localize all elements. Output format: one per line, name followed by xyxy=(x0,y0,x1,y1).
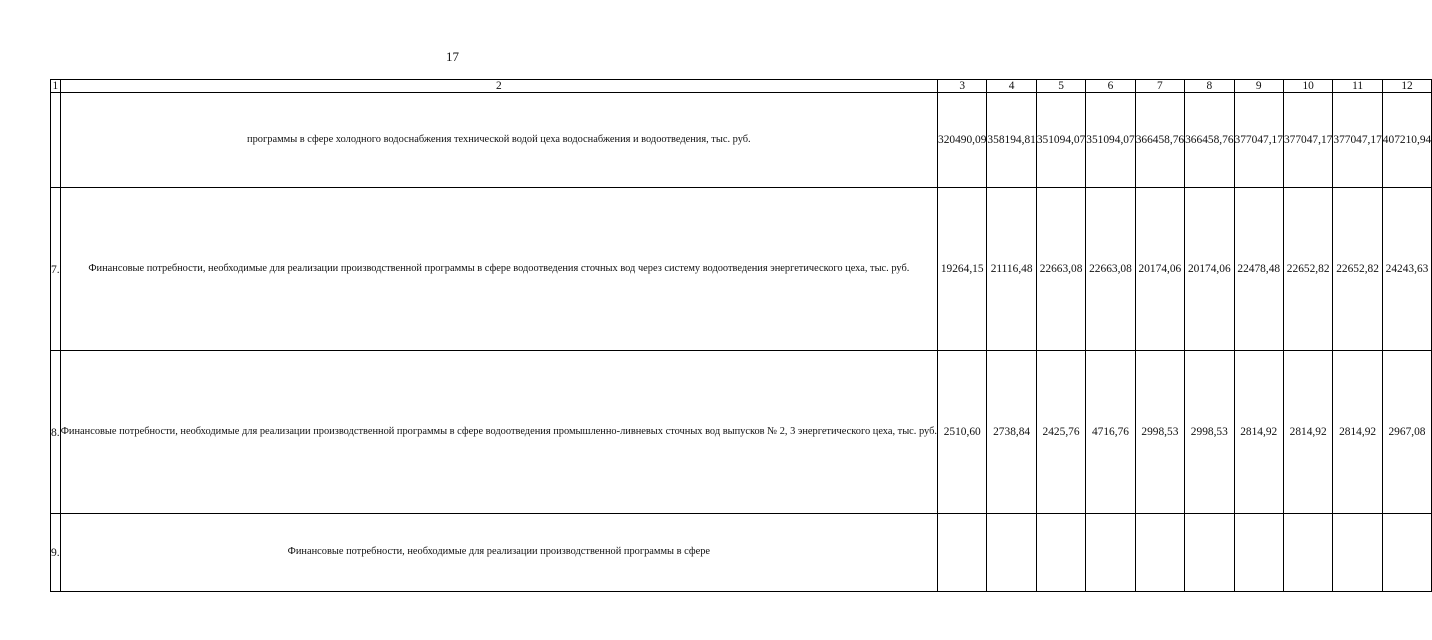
value-cell: 2814,92 xyxy=(1333,351,1382,514)
value-cell: 22652,82 xyxy=(1283,188,1332,351)
value-cell xyxy=(1234,514,1283,592)
column-header: 11 xyxy=(1333,80,1382,93)
row-description: Финансовые потребности, необходимые для реализации производственной программы в сфере водоотведения промышленно-ливневых сточных вод выпусков № 2, 3 энергетического цеха, тыс. руб. xyxy=(60,351,937,514)
value-cell xyxy=(1333,514,1382,592)
column-header: 2 xyxy=(60,80,937,93)
value-cell xyxy=(1086,514,1135,592)
table-row xyxy=(51,93,1432,188)
row-index: 8. xyxy=(51,351,61,514)
column-header: 9 xyxy=(1234,80,1283,93)
value-cell: 377047,17 xyxy=(1333,93,1382,188)
value-cell: 20174,06 xyxy=(1185,188,1234,351)
value-cell: 2425,76 xyxy=(1036,351,1085,514)
value-cell: 4716,76 xyxy=(1086,351,1135,514)
row-description: программы в сфере холодного водоснабжения технической водой цеха водоснабжения и водоотведения, тыс. руб. xyxy=(60,93,937,188)
table-header-row xyxy=(51,80,1432,93)
value-cell: 320490,09 xyxy=(938,93,987,188)
column-header: 1 xyxy=(52,80,59,92)
value-cell: 2967,08 xyxy=(1382,351,1431,514)
value-cell: 2814,92 xyxy=(1283,351,1332,514)
value-cell: 2814,92 xyxy=(1234,351,1283,514)
value-cell xyxy=(1185,514,1234,592)
value-cell: 366458,76 xyxy=(1135,93,1184,188)
value-cell xyxy=(1283,514,1332,592)
value-cell: 22652,82 xyxy=(1333,188,1382,351)
table-row xyxy=(51,188,1432,351)
row-description: Финансовые потребности, необходимые для реализации производственной программы в сфере xyxy=(60,514,937,592)
row-index: 7. xyxy=(51,188,61,351)
table-row xyxy=(51,351,1432,514)
page-number: 17 xyxy=(446,49,459,64)
column-header: 3 xyxy=(938,80,987,93)
value-cell: 2998,53 xyxy=(1185,351,1234,514)
financial-needs-table xyxy=(50,79,1432,592)
value-cell xyxy=(938,514,987,592)
column-header: 12 xyxy=(1382,80,1431,93)
value-cell: 22663,08 xyxy=(1086,188,1135,351)
column-header: 6 xyxy=(1086,80,1135,93)
value-cell: 19264,15 xyxy=(938,188,987,351)
row-index xyxy=(51,93,61,188)
value-cell: 22478,48 xyxy=(1234,188,1283,351)
column-header: 5 xyxy=(1036,80,1085,93)
column-header: 10 xyxy=(1283,80,1332,93)
value-cell: 2738,84 xyxy=(987,351,1036,514)
value-cell: 377047,17 xyxy=(1234,93,1283,188)
value-cell: 407210,94 xyxy=(1382,93,1431,188)
row-description: Финансовые потребности, необходимые для реализации производственной программы в сфере водоотведения сточных вод через систему водоотведения энергетического цеха, тыс. руб. xyxy=(60,188,937,351)
column-header: 7 xyxy=(1135,80,1184,93)
value-cell: 21116,48 xyxy=(987,188,1036,351)
row-index: 9. xyxy=(51,514,61,592)
value-cell: 377047,17 xyxy=(1283,93,1332,188)
table-row xyxy=(51,514,1432,592)
value-cell: 351094,07 xyxy=(1036,93,1085,188)
value-cell: 2510,60 xyxy=(938,351,987,514)
value-cell: 366458,76 xyxy=(1185,93,1234,188)
value-cell xyxy=(987,514,1036,592)
value-cell: 351094,07 xyxy=(1086,93,1135,188)
value-cell: 20174,06 xyxy=(1135,188,1184,351)
value-cell: 24243,63 xyxy=(1382,188,1431,351)
value-cell xyxy=(1135,514,1184,592)
value-cell: 358194,81 xyxy=(987,93,1036,188)
column-header: 4 xyxy=(987,80,1036,93)
column-header: 8 xyxy=(1185,80,1234,93)
value-cell xyxy=(1036,514,1085,592)
value-cell: 22663,08 xyxy=(1036,188,1085,351)
value-cell: 2998,53 xyxy=(1135,351,1184,514)
value-cell xyxy=(1382,514,1431,592)
